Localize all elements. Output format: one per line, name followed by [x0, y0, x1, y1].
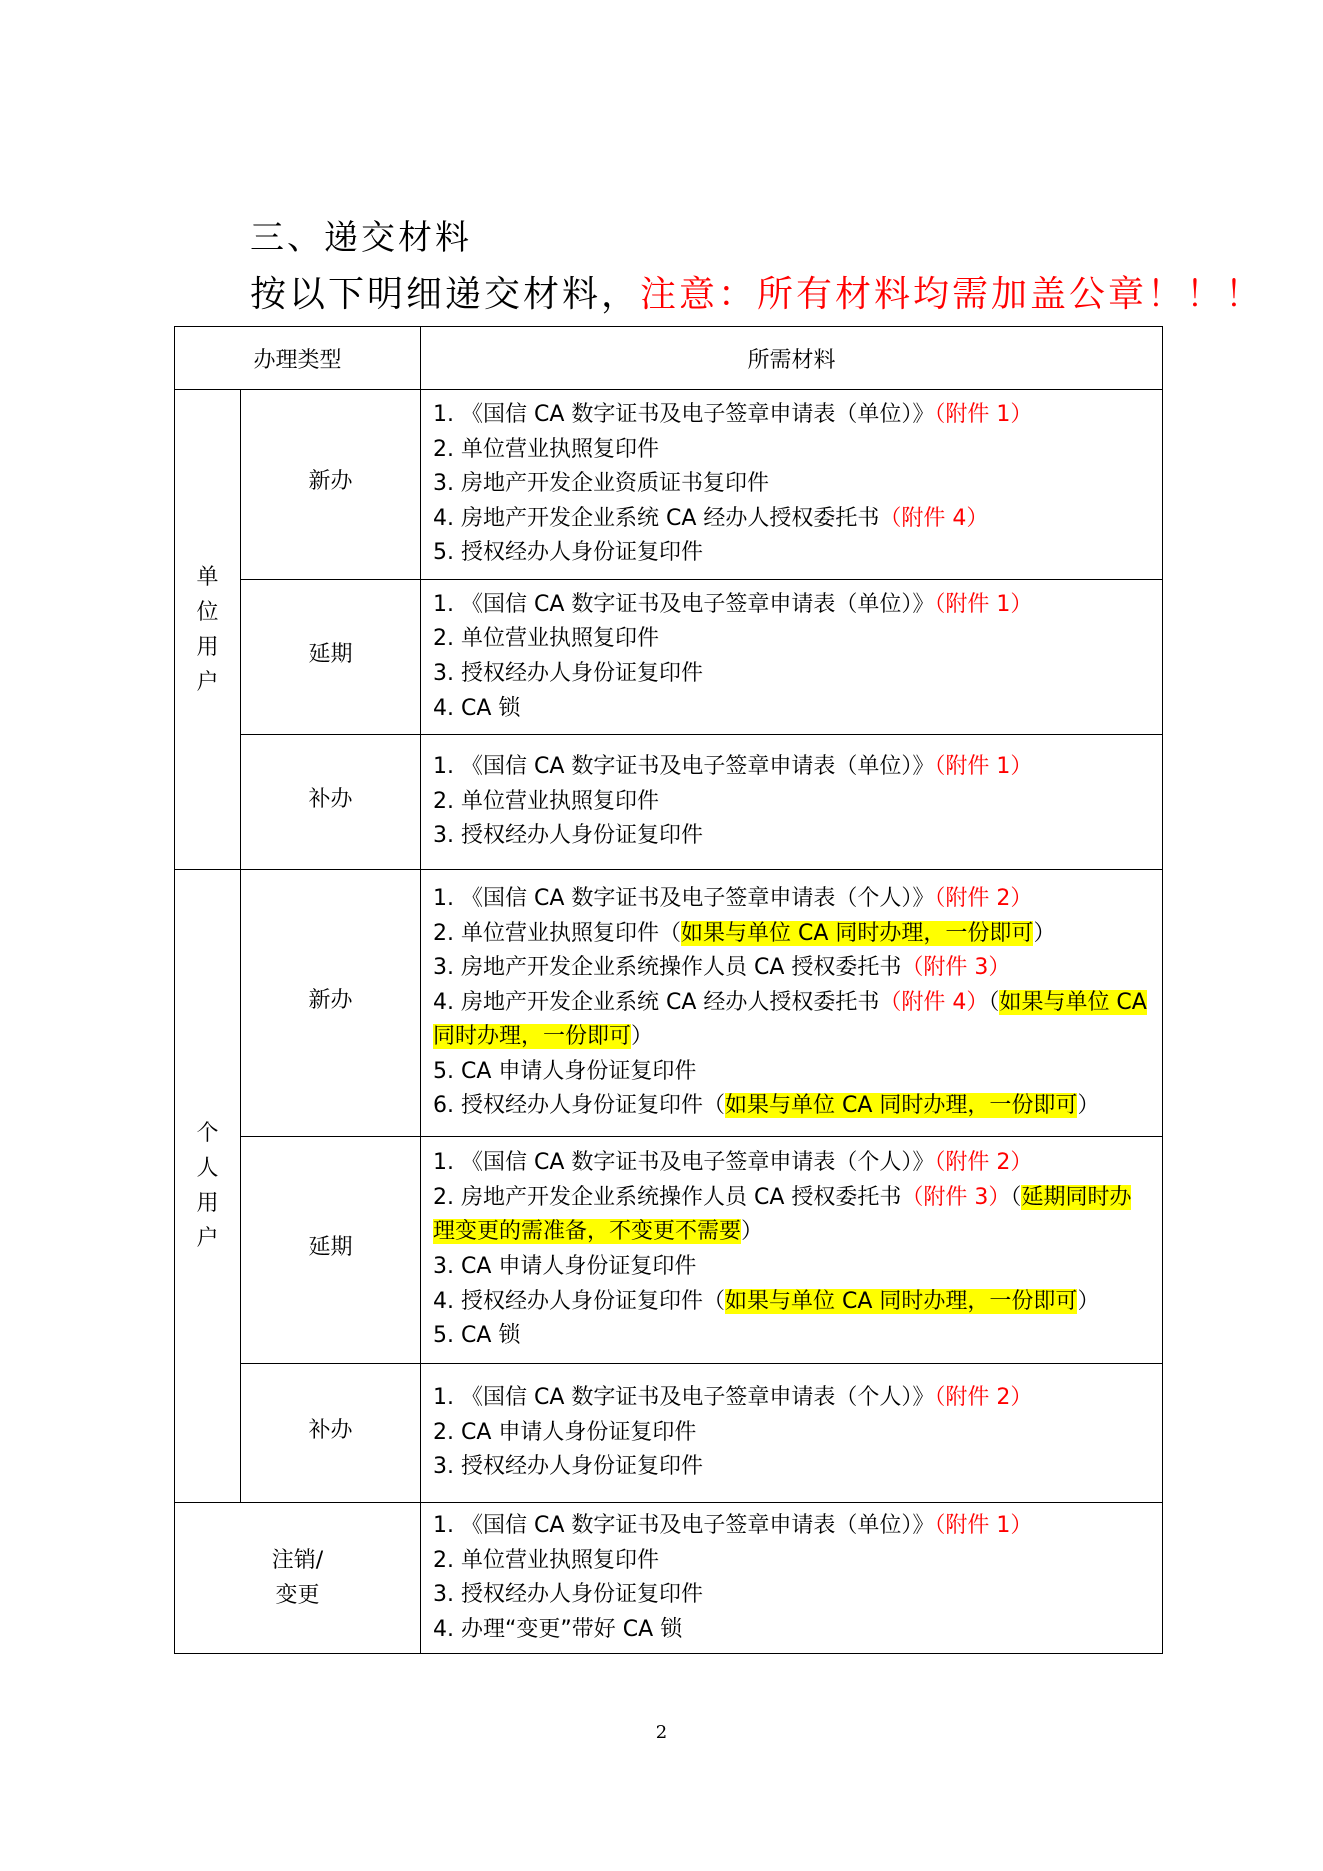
header-materials: 所需材料 — [421, 327, 1163, 390]
group-label-unit: 单 位 用 户 — [175, 390, 241, 870]
table-row — [175, 390, 1163, 580]
list-item — [433, 1181, 1152, 1250]
item-number: 2. — [433, 436, 455, 462]
attachment-ref: （附件 3） — [901, 1184, 1011, 1210]
item-text: CA 锁 — [461, 695, 521, 721]
item-number: 2. — [433, 1184, 455, 1210]
list-item — [433, 1544, 1152, 1579]
item-number: 2. — [433, 1547, 455, 1573]
item-number: 3. — [433, 471, 455, 497]
item-number: 3. — [433, 661, 455, 686]
item-text: 授权经办人身份证复印件 — [461, 823, 704, 849]
item-number: 6. — [433, 1093, 455, 1119]
materials-list — [421, 580, 1163, 735]
highlight-note: 如果与单位 CA 同时办理，一份即可 — [433, 989, 1147, 1050]
item-number: 1. — [433, 754, 455, 780]
table-row — [175, 870, 1163, 1137]
list-item — [433, 588, 1152, 623]
instruction-text: 按以下明细递交材料， — [250, 274, 641, 315]
list-item — [433, 398, 1152, 433]
item-number: 3. — [433, 1454, 455, 1480]
item-text: 授权经办人身份证复印件 — [461, 1582, 704, 1608]
sub-type-personal-reissue: 补办 — [241, 1364, 421, 1503]
item-text: CA 申请人身份证复印件 — [461, 1058, 697, 1084]
item-text: 单位营业执照复印件（ — [461, 920, 682, 946]
attachment-ref: （附件 1） — [934, 402, 1033, 428]
sub-type-personal-new: 新办 — [241, 870, 421, 1137]
item-text: 房地产开发企业系统 CA 经办人授权委托书 — [461, 505, 880, 531]
table-row — [175, 1364, 1163, 1503]
materials-table — [174, 326, 1163, 1654]
attachment-ref: （附件 2） — [934, 1385, 1033, 1411]
item-number: 5. — [433, 540, 455, 566]
list-item — [433, 657, 1152, 692]
list-item — [433, 1416, 1152, 1451]
item-number: 3. — [433, 1254, 455, 1279]
item-number: 5. — [433, 1058, 455, 1084]
item-number: 3. — [433, 1582, 455, 1608]
materials-list — [421, 1503, 1163, 1654]
item-text: 单位营业执照复印件 — [461, 1547, 660, 1573]
item-text: 单位营业执照复印件 — [461, 436, 660, 462]
item-text: 《国信 CA 数字证书及电子签章申请表（单位）》 — [461, 591, 935, 617]
item-text: 办理“变更”带好 CA 锁 — [461, 1616, 683, 1642]
item-text: 《国信 CA 数字证书及电子签章申请表（单位）》 — [461, 402, 935, 428]
item-text: 《国信 CA 数字证书及电子签章申请表（个人）》 — [461, 1150, 935, 1176]
attachment-ref: （附件 4） — [879, 505, 989, 531]
item-text: 《国信 CA 数字证书及电子签章申请表（个人）》 — [461, 885, 935, 911]
item-number: 2. — [433, 920, 455, 946]
list-item — [433, 1055, 1152, 1090]
item-text: 房地产开发企业系统 CA 经办人授权委托书 — [461, 989, 880, 1015]
item-text: 授权经办人身份证复印件 — [461, 1454, 704, 1480]
materials-list — [421, 1137, 1163, 1364]
attachment-ref: （附件 1） — [934, 1513, 1033, 1538]
sub-type-unit-extend: 延期 — [241, 580, 421, 735]
item-text: 单位营业执照复印件 — [461, 626, 660, 652]
item-note-open: （ — [1010, 1184, 1022, 1210]
item-text: 授权经办人身份证复印件（ — [461, 1288, 726, 1314]
attachment-ref: （附件 1） — [934, 591, 1033, 617]
item-text: CA 锁 — [461, 1323, 521, 1349]
list-item — [433, 1285, 1152, 1320]
item-number: 2. — [433, 788, 455, 814]
list-item — [433, 1381, 1152, 1416]
list-item — [433, 1319, 1152, 1354]
group-label-personal: 个 人 用 户 — [175, 870, 241, 1503]
list-item — [433, 986, 1152, 1055]
sub-type-personal-extend: 延期 — [241, 1137, 421, 1364]
header-type: 办理类型 — [175, 327, 421, 390]
list-item — [433, 622, 1152, 657]
item-number: 4. — [433, 695, 455, 721]
highlight-note: 如果与单位 CA 同时办理，一份即可 — [681, 920, 1034, 946]
list-item — [433, 819, 1152, 854]
table-row — [175, 1137, 1163, 1364]
item-text: 《国信 CA 数字证书及电子签章申请表（单位）》 — [461, 1513, 935, 1538]
page-number: 2 — [655, 1722, 668, 1743]
item-text: 房地产开发企业系统操作人员 CA 授权委托书 — [461, 955, 902, 981]
list-item — [433, 1250, 1152, 1285]
item-text: 《国信 CA 数字证书及电子签章申请表（单位）》 — [461, 754, 935, 780]
list-item — [433, 433, 1152, 468]
sub-type-unit-reissue: 补办 — [241, 735, 421, 870]
item-number: 1. — [433, 1385, 455, 1411]
item-number: 1. — [433, 402, 455, 428]
item-number: 1. — [433, 1150, 455, 1176]
table-row — [175, 735, 1163, 870]
item-note-close: ） — [631, 1024, 654, 1050]
highlight-note: 如果与单位 CA 同时办理，一份即可 — [725, 1093, 1078, 1119]
item-number: 2. — [433, 1419, 455, 1445]
list-item — [433, 1578, 1152, 1613]
list-item — [433, 502, 1152, 537]
attachment-ref: （附件 2） — [934, 1150, 1033, 1176]
attachment-ref: （附件 4） — [879, 989, 989, 1015]
table-header-row — [175, 327, 1163, 390]
materials-list — [421, 870, 1163, 1137]
table-row — [175, 1503, 1163, 1654]
item-number: 4. — [433, 1616, 455, 1642]
materials-list — [421, 735, 1163, 870]
item-number: 4. — [433, 505, 455, 531]
list-item — [433, 467, 1152, 502]
item-text: 授权经办人身份证复印件（ — [461, 1093, 726, 1119]
item-note-close: ） — [1077, 1093, 1100, 1119]
attachment-ref: （附件 3） — [901, 955, 1011, 981]
item-note-open: （ — [988, 989, 1000, 1015]
item-note-close: ） — [1033, 920, 1056, 946]
instruction-line — [250, 266, 1264, 317]
item-text: 房地产开发企业系统操作人员 CA 授权委托书 — [461, 1184, 902, 1210]
list-item — [433, 917, 1152, 952]
item-note-close: ） — [1077, 1288, 1100, 1314]
group-label-cancel: 注销/ 变更 — [175, 1503, 421, 1654]
attachment-ref: （附件 1） — [934, 754, 1033, 780]
item-number: 1. — [433, 591, 455, 617]
highlight-note: 延期同时办理变更的需准备，不变更不需要 — [433, 1184, 1132, 1245]
list-item — [433, 1450, 1152, 1485]
section-title: 三、递交材料 — [250, 218, 472, 258]
materials-list — [421, 390, 1163, 580]
instruction-warning: 注意：所有材料均需加盖公章！！！ — [640, 274, 1265, 315]
item-number: 1. — [433, 885, 455, 911]
list-item — [433, 1089, 1152, 1124]
materials-list — [421, 1364, 1163, 1503]
item-text: 《国信 CA 数字证书及电子签章申请表（个人）》 — [461, 1385, 935, 1411]
list-item — [433, 882, 1152, 917]
item-text: 单位营业执照复印件 — [461, 788, 660, 814]
item-number: 3. — [433, 823, 455, 849]
item-text: 授权经办人身份证复印件 — [461, 661, 704, 686]
item-text: 授权经办人身份证复印件 — [461, 540, 704, 566]
item-number: 4. — [433, 989, 455, 1015]
list-item — [433, 1613, 1152, 1648]
item-text: 房地产开发企业资质证书复印件 — [461, 471, 770, 497]
item-text: CA 申请人身份证复印件 — [461, 1419, 697, 1445]
list-item — [433, 1146, 1152, 1181]
item-number: 2. — [433, 626, 455, 652]
item-note-close: ） — [741, 1219, 764, 1245]
list-item — [433, 1509, 1152, 1544]
list-item — [433, 536, 1152, 571]
sub-type-unit-new: 新办 — [241, 390, 421, 580]
table-row — [175, 580, 1163, 735]
item-number: 4. — [433, 1288, 455, 1314]
list-item — [433, 951, 1152, 986]
list-item — [433, 785, 1152, 820]
list-item — [433, 750, 1152, 785]
item-number: 3. — [433, 955, 455, 981]
item-text: CA 申请人身份证复印件 — [461, 1254, 697, 1279]
list-item — [433, 692, 1152, 727]
highlight-note: 如果与单位 CA 同时办理，一份即可 — [725, 1288, 1078, 1314]
attachment-ref: （附件 2） — [934, 885, 1033, 911]
item-number: 5. — [433, 1323, 455, 1349]
item-number: 1. — [433, 1513, 455, 1538]
